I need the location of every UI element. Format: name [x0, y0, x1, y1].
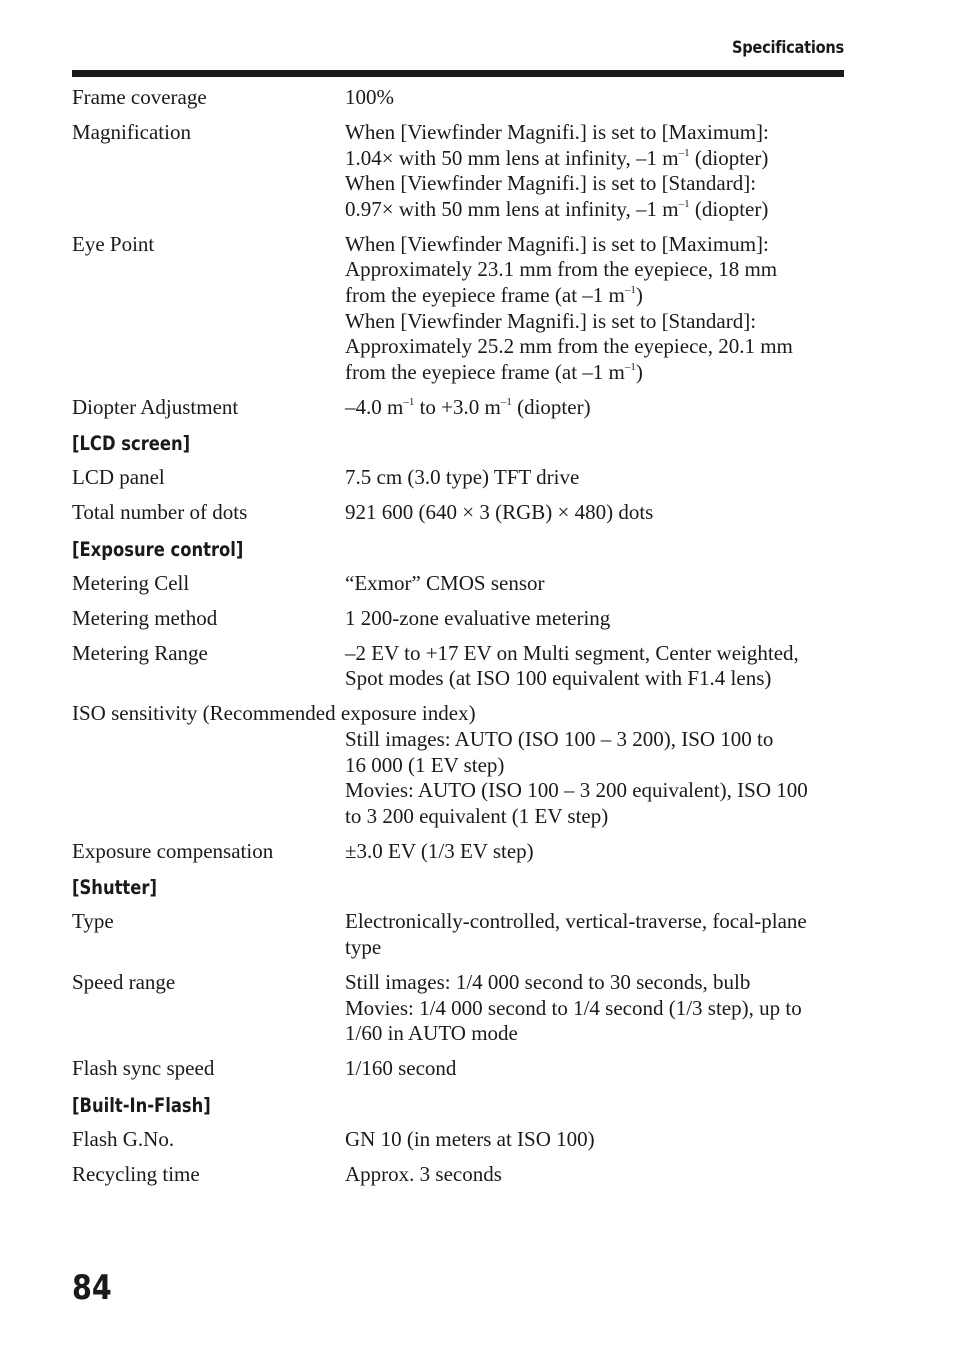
value-line: When [Viewfinder Magnifi.] is set to [Standard]:	[345, 171, 757, 196]
spec-value	[72, 727, 844, 829]
spec-label: ISO sensitivity (Recommended exposure index)	[72, 701, 476, 726]
section-heading-flash: [Built-In-Flash]	[72, 1093, 211, 1117]
value-line: Electronically-controlled, vertical-traverse, focal-plane	[345, 909, 807, 934]
spec-row-diopter	[72, 395, 844, 421]
spec-value: 7.5 cm (3.0 type) TFT drive	[345, 465, 580, 490]
value-line: 0.97× with 50 mm lens at infinity, –1 $m^{-1}$ (diopter)	[345, 196, 769, 221]
spec-label: Metering Range	[72, 640, 208, 665]
spec-row-metering-method	[72, 606, 844, 632]
spec-value	[345, 909, 844, 960]
value-line: from the eyepiece frame (at –1 $m^{-1}$)	[345, 359, 643, 384]
spec-value	[345, 641, 844, 692]
spec-label: Metering Cell	[72, 570, 190, 595]
spec-label: Flash sync speed	[72, 1056, 215, 1081]
spec-label: Speed range	[72, 969, 176, 994]
spec-value: “Exmor” CMOS sensor	[345, 570, 545, 595]
spec-row-shutter-type	[72, 909, 844, 960]
value-line: 1.04× with 50 mm lens at infinity, –1 $m^{-1}$ (diopter)	[345, 145, 769, 170]
value-line: When [Viewfinder Magnifi.] is set to [Maximum]:	[345, 119, 769, 144]
section-heading-exposure: [Exposure control]	[72, 537, 244, 561]
spec-row-speed-range	[72, 970, 844, 1047]
spec-value	[345, 120, 844, 222]
spec-value: 100%	[345, 85, 394, 109]
spec-value	[345, 970, 844, 1047]
value-line: Still images: 1/4 000 second to 30 seconds, bulb	[345, 969, 751, 994]
spec-label: Frame coverage	[72, 85, 207, 109]
spec-value: GN 10 (in meters at ISO 100)	[345, 1126, 595, 1151]
spec-label: Total number of dots	[72, 500, 248, 525]
value-line: 16 000 (1 EV step)	[345, 752, 505, 777]
value-line: Movies: 1/4 000 second to 1/4 second (1/3 step), up to	[345, 995, 802, 1020]
value-line: from the eyepiece frame (at –1 $m^{-1}$)	[345, 282, 643, 307]
spec-label: Metering method	[72, 605, 218, 630]
spec-value: ±3.0 EV (1/3 EV step)	[345, 838, 534, 863]
spec-row-flash-gno	[72, 1127, 844, 1153]
running-header: Specifications	[731, 38, 844, 58]
spec-value: –4.0 $m^{-1}$ to +3.0 $m^{-1}$ (diopter)	[345, 394, 591, 419]
spec-label: Eye Point	[72, 231, 155, 256]
spec-row-exposure-compensation	[72, 839, 844, 865]
spec-value: Approx. 3 seconds	[345, 1161, 502, 1186]
spec-row-metering-range	[72, 641, 844, 692]
header-rule	[72, 70, 844, 77]
section-heading-lcd: [LCD screen]	[72, 432, 191, 456]
spec-value: 1/160 second	[345, 1056, 457, 1081]
value-line: When [Viewfinder Magnifi.] is set to [Standard]:	[345, 308, 757, 333]
value-line: 1/60 in AUTO mode	[345, 1021, 518, 1046]
spec-row-frame-coverage	[72, 85, 844, 111]
spec-row-flash-sync	[72, 1056, 844, 1082]
value-line: Approximately 23.1 mm from the eyepiece, 18 mm	[345, 257, 778, 282]
value-line: to 3 200 equivalent (1 EV step)	[345, 803, 609, 828]
spec-value	[345, 232, 844, 386]
spec-label: Magnification	[72, 119, 191, 144]
spec-label: Recycling time	[72, 1161, 200, 1186]
spec-label: LCD panel	[72, 465, 165, 490]
spec-row-total-dots	[72, 500, 844, 526]
value-line: –2 EV to +17 EV on Multi segment, Center weighted,	[345, 640, 799, 665]
spec-row-magnification	[72, 120, 844, 222]
value-line: Spot modes (at ISO 100 equivalent with F1.4 lens)	[345, 666, 772, 691]
spec-label: Diopter Adjustment	[72, 394, 239, 419]
value-line: Approximately 25.2 mm from the eyepiece, 20.1 mm	[345, 334, 793, 359]
section-heading-shutter: [Shutter]	[72, 876, 157, 900]
value-line: type	[345, 934, 382, 959]
spec-value: 1 200-zone evaluative metering	[345, 605, 611, 630]
value-line: When [Viewfinder Magnifi.] is set to [Maximum]:	[345, 231, 769, 256]
spec-row-lcd-panel	[72, 465, 844, 491]
spec-row-iso	[72, 701, 844, 829]
spec-label: Flash G.No.	[72, 1126, 175, 1151]
spec-row-recycling-time	[72, 1162, 844, 1188]
value-line: Movies: AUTO (ISO 100 – 3 200 equivalent), ISO 100	[345, 778, 808, 803]
spec-label: Exposure compensation	[72, 838, 274, 863]
spec-label: Type	[72, 909, 114, 934]
spec-value: 921 600 (640 × 3 (RGB) × 480) dots	[345, 500, 654, 525]
value-line: Still images: AUTO (ISO 100 – 3 200), ISO 100 to	[345, 727, 774, 752]
spec-content	[72, 85, 844, 1197]
spec-row-eye-point	[72, 232, 844, 386]
page-number: 84	[72, 1268, 112, 1308]
spec-row-metering-cell	[72, 571, 844, 597]
